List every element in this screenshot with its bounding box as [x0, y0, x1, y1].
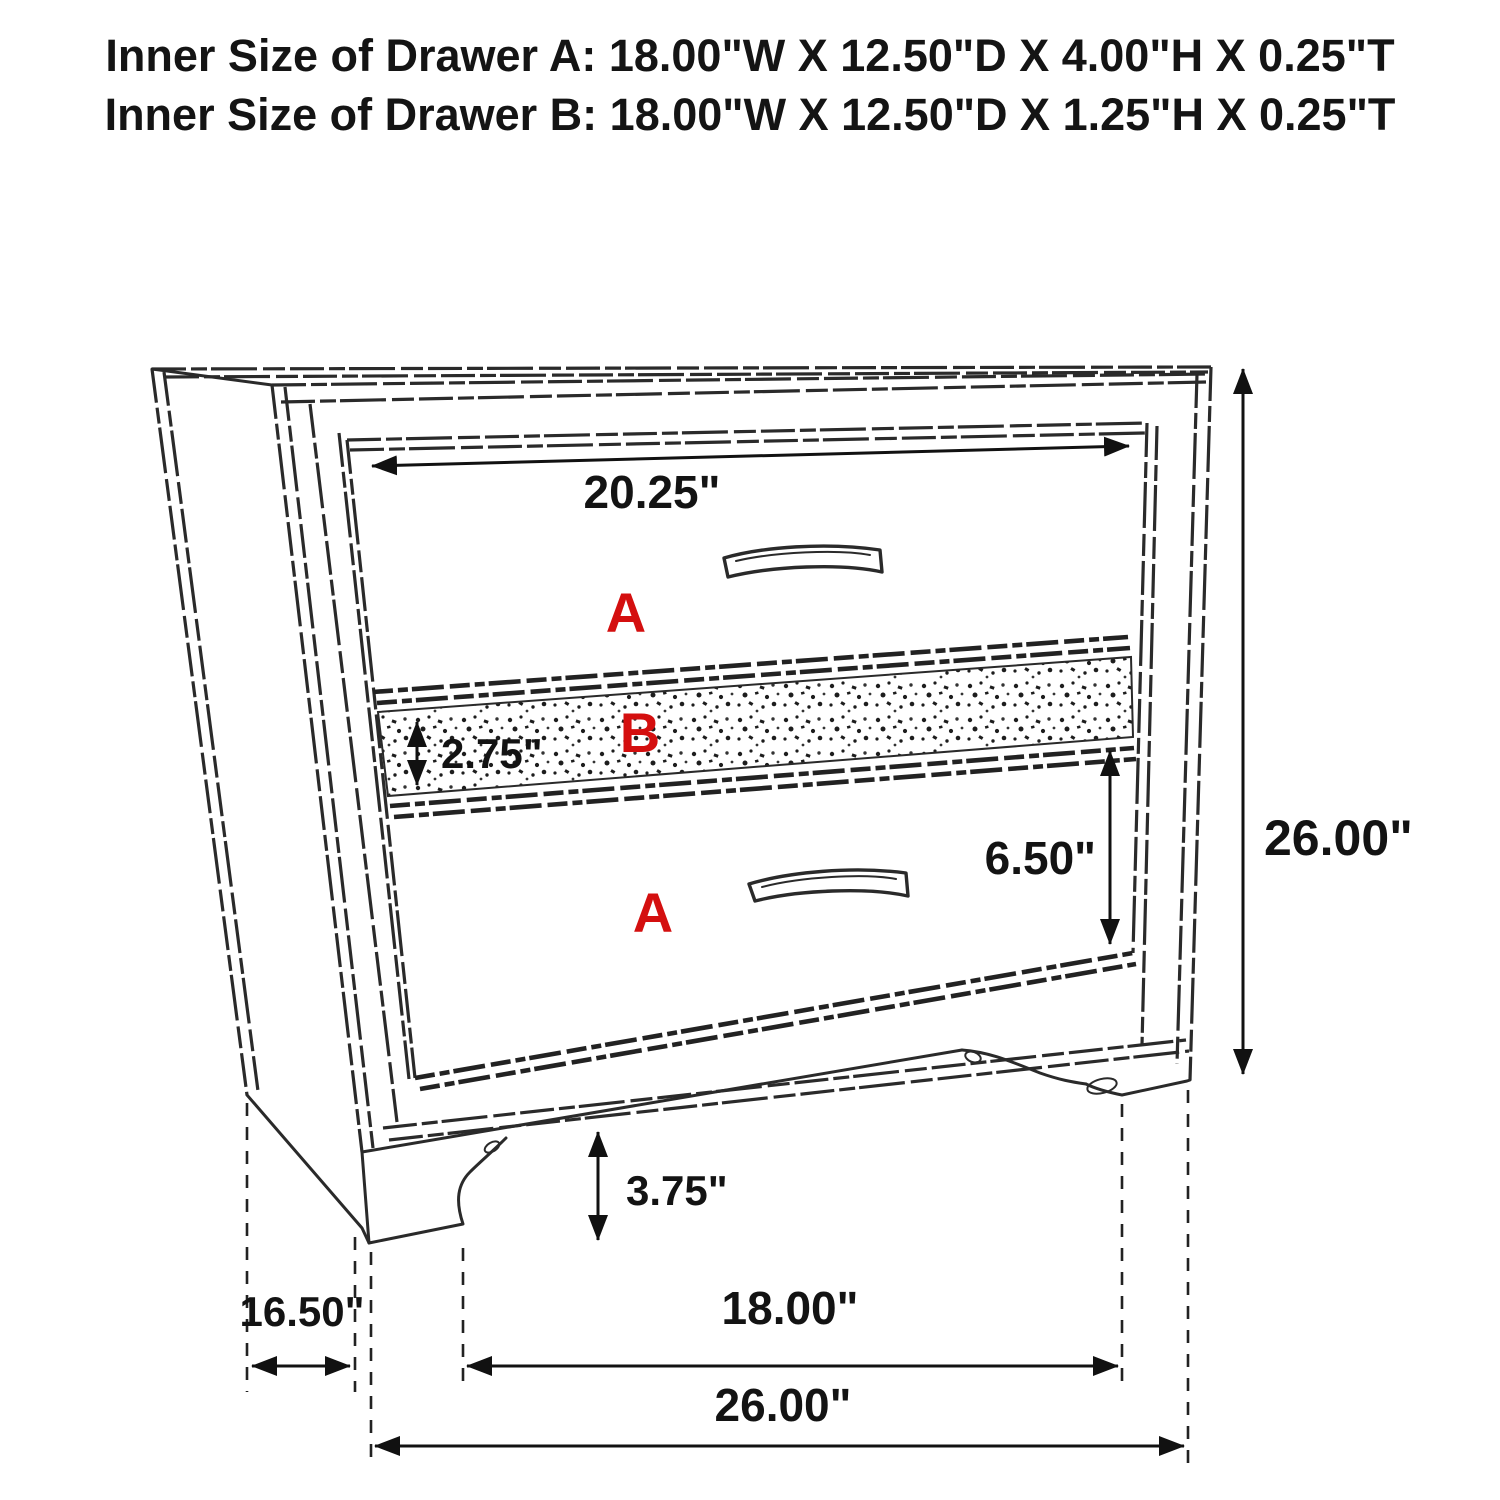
dim-feet-spacing-label: 18.00" — [721, 1282, 859, 1334]
dim-inner-width-label: 20.25" — [583, 466, 721, 518]
side-back-edge — [152, 369, 247, 1095]
right-foot-ogee — [962, 1050, 1086, 1084]
base-molding-line-1 — [383, 1040, 1186, 1128]
header — [105, 30, 1396, 140]
dim-lower-drawer-height-label: 6.50" — [984, 832, 1096, 884]
side-panel — [152, 369, 369, 1243]
dim-overall-height — [1243, 369, 1413, 1074]
dim-overall-width-label: 26.00" — [714, 1379, 852, 1431]
dim-inner-width — [372, 446, 1129, 518]
side-back-edge-inner — [164, 372, 258, 1091]
header-line-drawer-b: Inner Size of Drawer B: 18.00"W X 12.50"D X 1.25"H X 0.25"T — [104, 89, 1396, 140]
base-and-feet — [362, 1040, 1190, 1243]
frame-left-outer-edge-2 — [285, 387, 373, 1148]
left-foot-scroll — [483, 1139, 501, 1155]
dim-panel-height-label: 2.75" — [441, 730, 543, 777]
dim-depth-label: 16.50" — [239, 1288, 365, 1335]
dim-overall-width — [375, 1379, 1184, 1446]
base-bottom-edge — [362, 1050, 962, 1152]
header-line-drawer-a: Inner Size of Drawer A: 18.00"W X 12.50"D X 4.00"H X 0.25"T — [105, 30, 1395, 81]
top-drawer-handle-icon — [724, 546, 882, 577]
glitter-panel-label: B — [619, 701, 661, 764]
side-bottom-edge — [247, 1095, 369, 1243]
bottom-drawer-handle-icon — [749, 870, 908, 901]
dim-overall-height-label: 26.00" — [1264, 810, 1413, 866]
dim-foot-height-label: 3.75" — [626, 1167, 728, 1214]
left-front-foot — [362, 1138, 506, 1243]
dim-lower-drawer-height — [985, 751, 1110, 944]
bottom-drawer-bottom-edge-1 — [415, 953, 1133, 1078]
dim-depth — [239, 1288, 364, 1366]
bottom-drawer-label: A — [632, 881, 674, 944]
dimensions — [239, 369, 1412, 1446]
dim-feet-spacing — [467, 1282, 1118, 1366]
dim-foot-height — [598, 1132, 728, 1240]
frame-left-outer-edge — [272, 385, 362, 1152]
cabinet-top — [152, 367, 1211, 402]
glitter-panel — [373, 637, 1136, 817]
top-drawer — [606, 546, 882, 644]
top-bevel-edge — [281, 382, 1206, 402]
top-drawer-label: A — [605, 581, 647, 644]
top-back-edge — [152, 367, 1211, 369]
frame-top-inner-edge — [347, 423, 1147, 440]
